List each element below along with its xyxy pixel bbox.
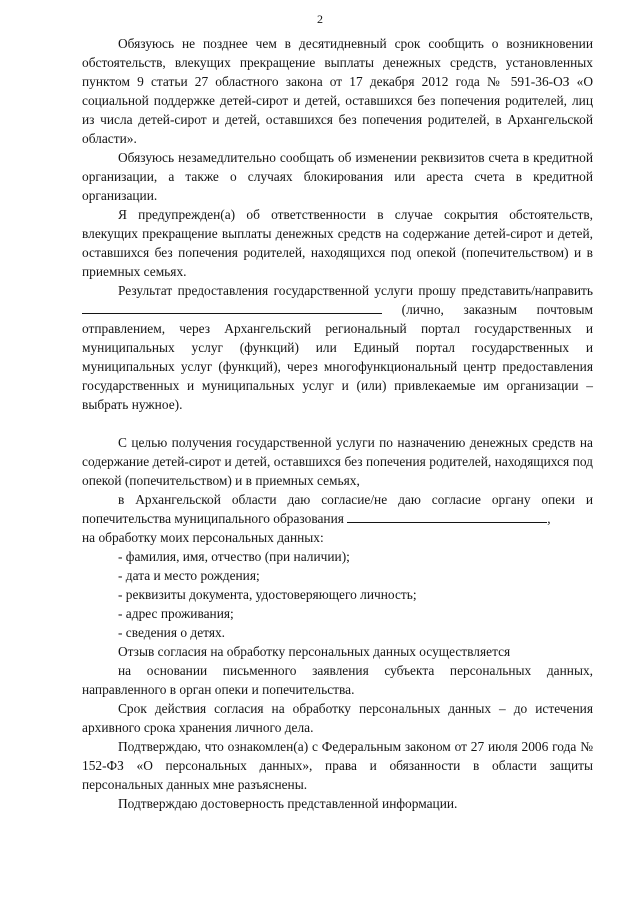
delivery-method-blank[interactable] <box>82 300 382 314</box>
paragraph-consent-withdrawal: Отзыв согласия на обработку персональных данных осуществляется <box>118 644 511 659</box>
paragraph-law-acknowledgement: Подтверждаю, что ознакомлен(а) с Федеральным законом от 27 июля 2006 года № 152-ФЗ «О персональных данных», права и обязанности в области защиты персональных данных мне разъяснены. <box>82 739 593 792</box>
spacer <box>82 414 593 433</box>
result-delivery-text: Результат предоставления государственной услуги прошу представить/направить <box>118 283 593 298</box>
list-item: - фамилия, имя, отчество (при наличии); <box>118 549 350 564</box>
paragraph-consent-purpose: С целью получения государственной услуги по назначению денежных средств на содержание детей-сирот и детей, оставшихся без попечения родителей, находящихся под опекой (попечительством) и в приемных семьях, <box>82 435 593 488</box>
page-number: 2 <box>317 12 323 26</box>
paragraph-consent-statement <box>82 490 593 528</box>
paragraph-consent-term: Срок действия согласия на обработку персональных данных – до истечения архивного срока хранения личного дела. <box>82 701 593 735</box>
document-body <box>82 34 593 813</box>
list-item: - дата и место рождения; <box>118 568 260 583</box>
consent-processing-line: на обработку моих персональных данных: <box>82 530 324 545</box>
paragraph-responsibility-warning: Я предупрежден(а) об ответственности в случае сокрытия обстоятельств, влекущих прекращение выплаты денежных средств на содержание детей-сирот и детей, оставшихся без попечения родителей, находящихся под опекой (попечительством) и в приемных семьях. <box>82 207 593 279</box>
list-item: - адрес проживания; <box>118 606 234 621</box>
list-item: - сведения о детях. <box>118 625 226 640</box>
consent-statement-text: в Архангельской области даю согласие/не даю согласие органу опеки и попечительства муниципального образования <box>82 492 593 526</box>
paragraph-accuracy-confirmation: Подтверждаю достоверность представленной информации. <box>118 796 458 811</box>
list-item: - реквизиты документа, удостоверяющего личность; <box>118 587 417 602</box>
paragraph-notify-account-changes: Обязуюсь незамедлительно сообщать об изменении реквизитов счета в кредитной организации, а также о случаях блокирования или ареста счета в кредитной организации. <box>82 150 593 203</box>
municipality-blank[interactable] <box>347 509 547 523</box>
consent-comma: , <box>547 511 551 526</box>
paragraph-result-delivery <box>82 281 593 414</box>
result-delivery-options: (лично, заказным почтовым отправлением, через Архангельский региональный портал государственных и муниципальных услуг (функций) или Единый портал государственных и муниципальных услуг (функций), через многофункциональный центр предоставления государственных и муниципальных услуг и (или) привлекаемые им организации – выбрать нужное). <box>82 302 593 412</box>
paragraph-notify-circumstances: Обязуюсь не позднее чем в десятидневный срок сообщить о возникновении обстоятельств, влекущих прекращение выплаты денежных средств, установленных пунктом 9 статьи 27 областного закона от 17 декабря 2012 года № 591-36-ОЗ «О социальной поддержке детей-сирот и детей, оставшихся без попечения родителей, лиц из числа детей-сирот и детей, оставшихся без попечения родителей, в Архангельской области». <box>82 36 593 146</box>
personal-data-list <box>82 547 593 642</box>
paragraph-withdrawal-basis: на основании письменного заявления субъекта персональных данных, направленного в орган опеки и попечительства. <box>82 663 593 697</box>
